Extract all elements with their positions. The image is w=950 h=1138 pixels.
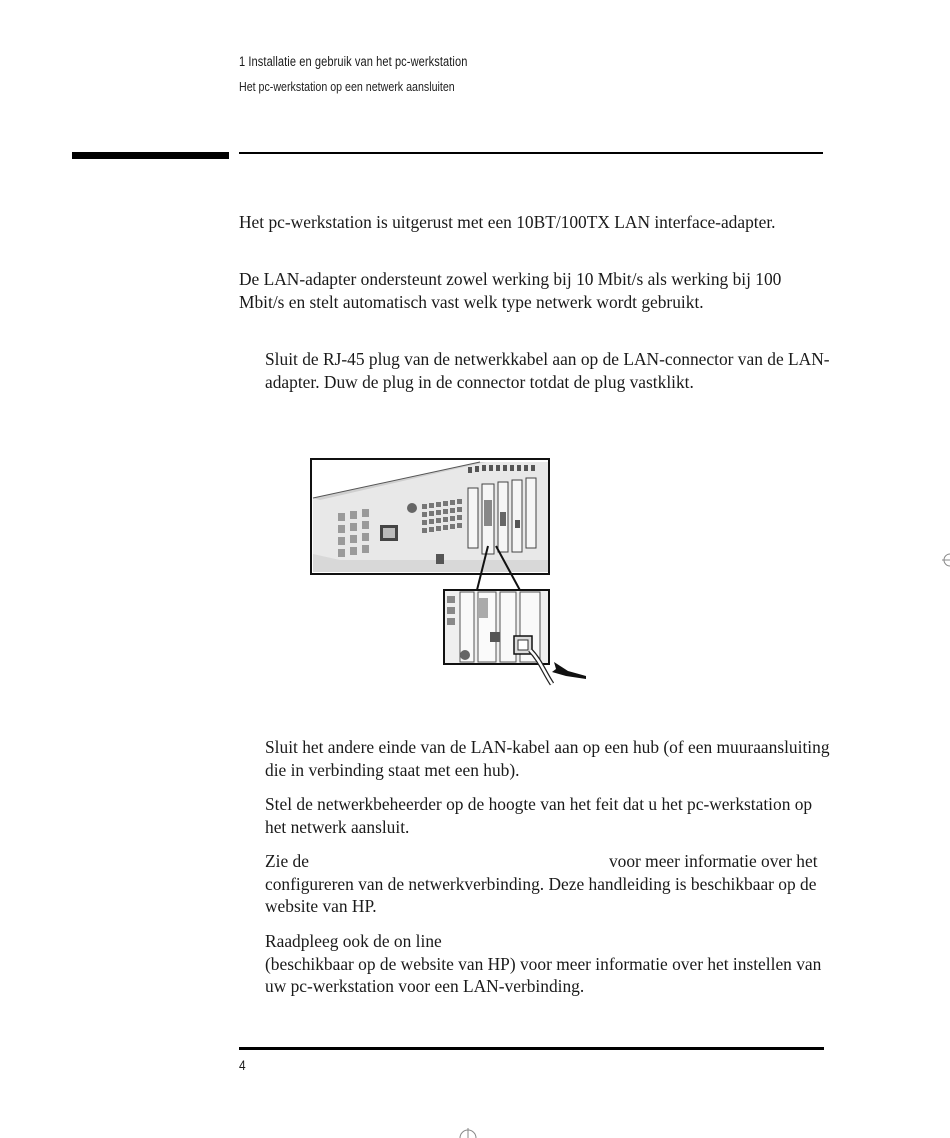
- section-header: Het pc-werkstation op een netwerk aansluiten: [239, 79, 455, 94]
- header-rule: [239, 152, 823, 154]
- chapter-header: 1 Installatie en gebruik van het pc-werkstation: [239, 54, 468, 69]
- section-marker-bar: [72, 152, 229, 159]
- footer-rule: [239, 1047, 824, 1050]
- step-connect-plug: Sluit de RJ-45 plug van de netwerkkabel aan op de LAN-connector van de LAN-adapter. Duw de plug in de connector totdat de plug vastklikt.: [265, 349, 830, 392]
- step-inform-admin: Stel de netwerkbeheerder op de hoogte van het feit dat u het pc-werkstation op het netwerk aansluit.: [265, 794, 813, 837]
- see-manual-lead: Zie de: [265, 851, 309, 871]
- online-help-lead: Raadpleeg ook de on line: [265, 931, 442, 951]
- intro-paragraph-1: Het pc-werkstation is uitgerust met een 10BT/100TX LAN interface-adapter.: [239, 212, 776, 232]
- registration-mark-right: [940, 552, 950, 568]
- lan-connection-illustration: [300, 450, 600, 690]
- step-online-help: [265, 930, 830, 998]
- registration-mark-bottom: [456, 1126, 480, 1138]
- online-help-rest: (beschikbaar op de website van HP) voor meer informatie over het instellen van uw pc-werkstation voor een LAN-verbinding.: [265, 953, 822, 997]
- intro-paragraph-2: De LAN-adapter ondersteunt zowel werking bij 10 Mbit/s als werking bij 100 Mbit/s en stelt automatisch vast welk type netwerk wordt gebruikt.: [239, 269, 782, 312]
- step-see-manual: [265, 850, 830, 918]
- page-number: 4: [239, 1057, 246, 1073]
- see-manual-rest: voor meer informatie over het configureren van de netwerkverbinding. Deze handleiding is beschikbaar op de website van HP.: [265, 851, 818, 917]
- step-connect-hub: Sluit het andere einde van de LAN-kabel aan op een hub (of een muuraansluiting die in verbinding staat met een hub).: [265, 737, 830, 780]
